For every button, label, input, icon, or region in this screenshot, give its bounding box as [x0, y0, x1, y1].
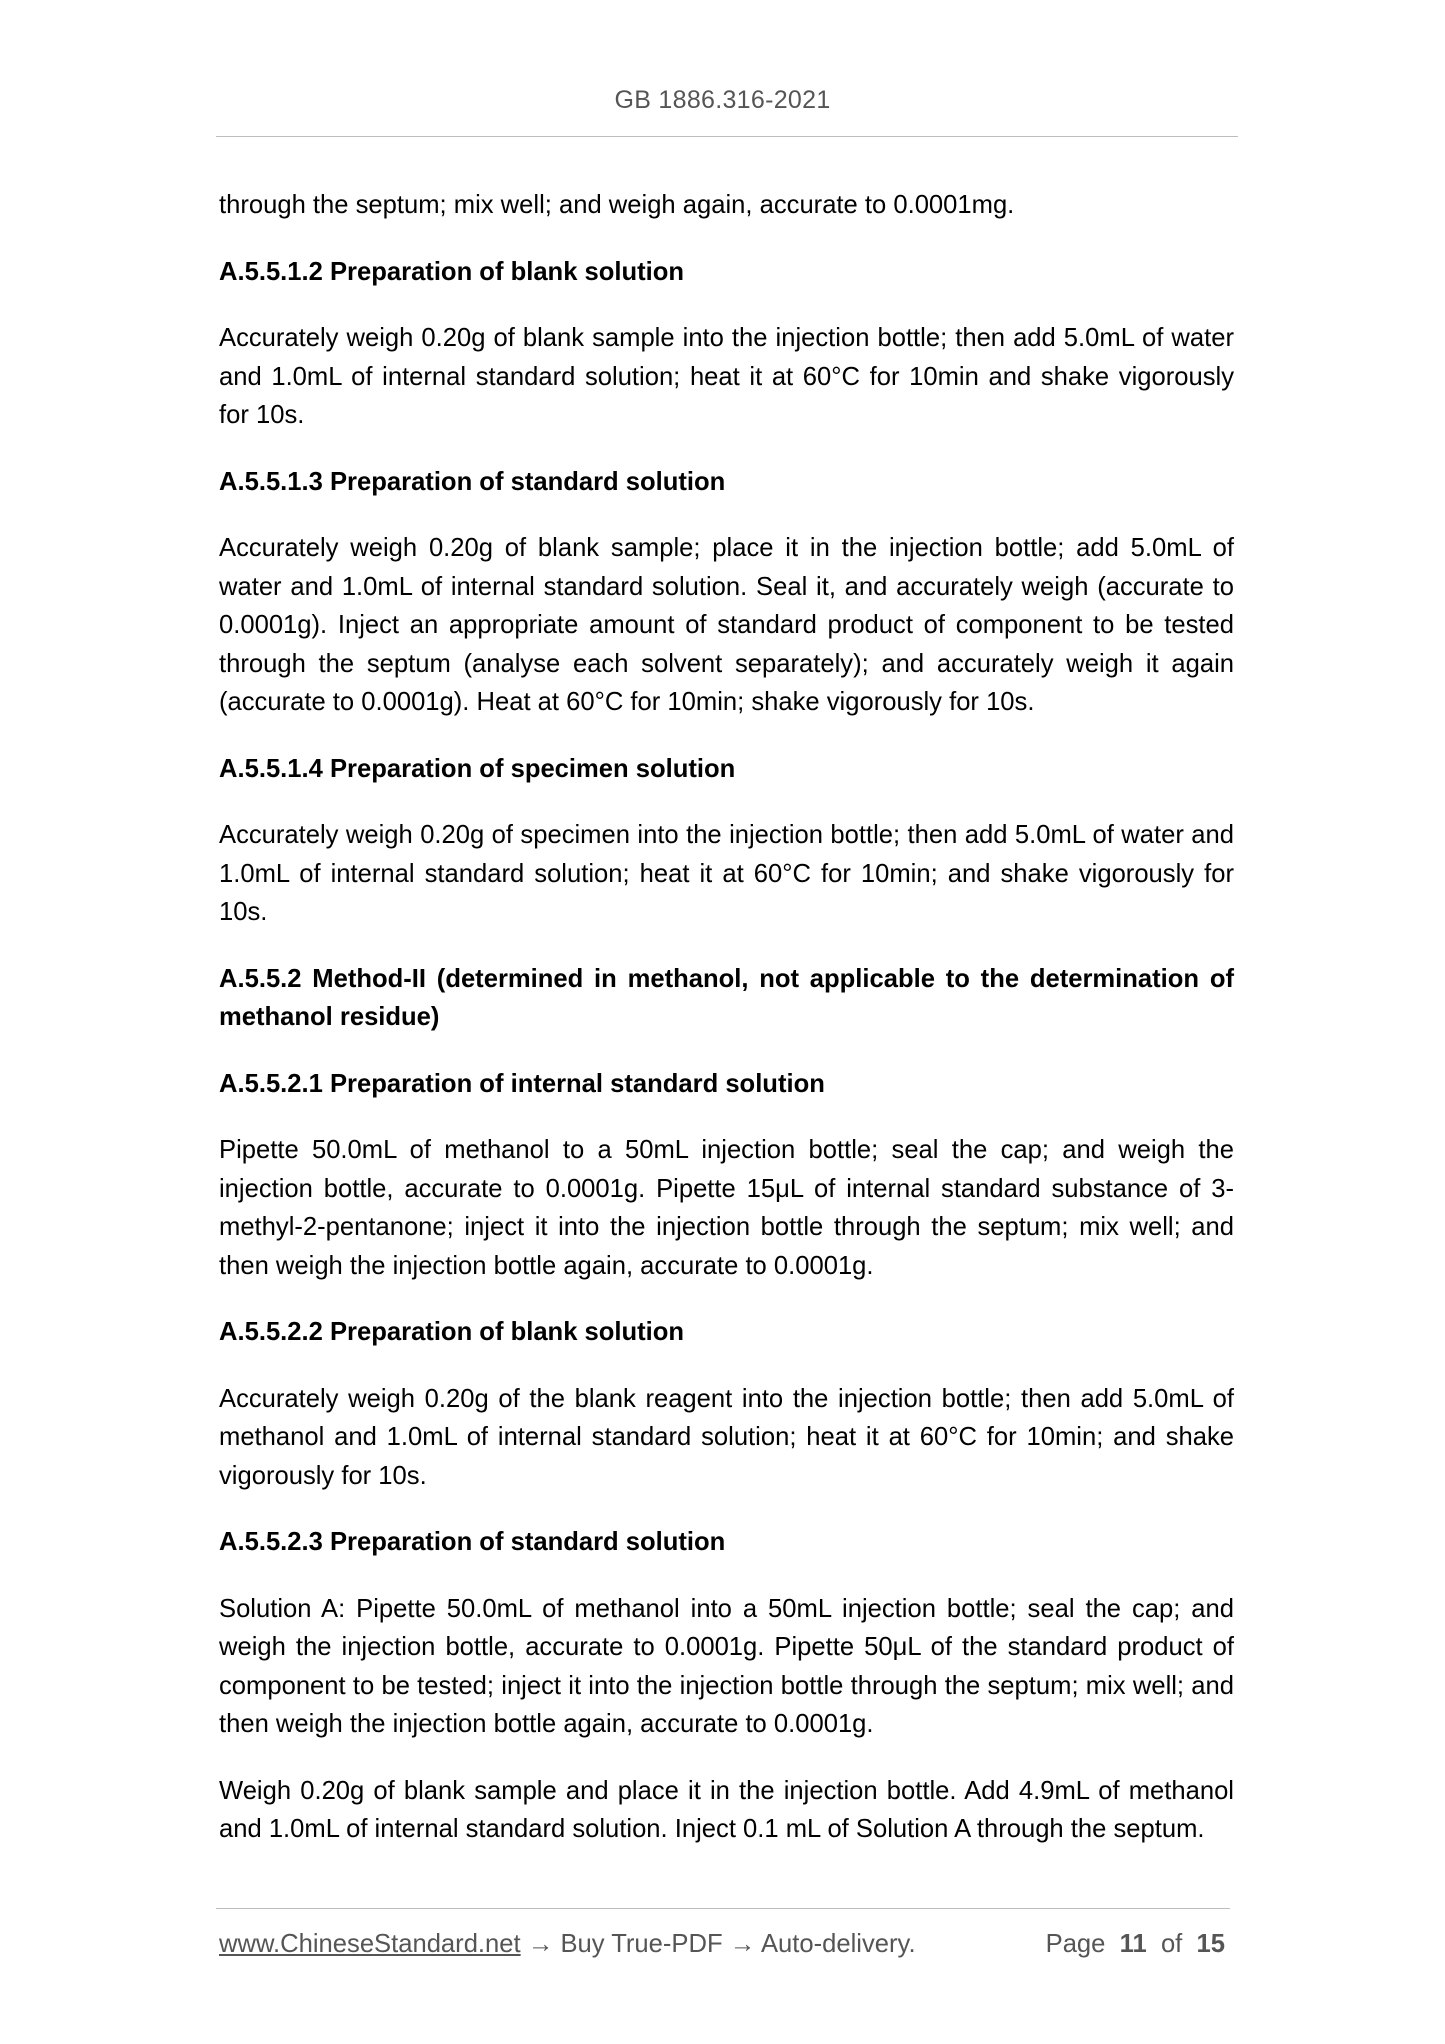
- paragraph-a55523-weigh: Weigh 0.20g of blank sample and place it in the injection bottle. Add 4.9mL of methanol and 1.0mL of internal standard solution. Inject 0.1 mL of Solution A through the septum.: [219, 1776, 1234, 1843]
- page-of-label: of: [1160, 1930, 1183, 1958]
- page-current: 11: [1119, 1930, 1147, 1958]
- page-number: [1046, 1930, 1225, 1959]
- heading-a55114: A.5.5.1.4 Preparation of specimen solution: [219, 754, 736, 783]
- document-body: [219, 186, 1234, 1849]
- page-label: Page: [1045, 1930, 1106, 1958]
- header-divider: [216, 136, 1238, 137]
- paragraph-a55523-solution-a: Solution A: Pipette 50.0mL of methanol into a 50mL injection bottle; seal the cap; and weigh the injection bottle, accurate to 0.0001g. Pipette 50μL of the standard product of component to be tested; inject it into the injection bottle through the septum; mix well; and then weigh the injection bottle again, accurate to 0.0001g.: [219, 1594, 1234, 1738]
- page-total: 15: [1196, 1930, 1225, 1958]
- heading-a5552: A.5.5.2 Method-II (determined in methanol, not applicable to the determination of methanol residue): [219, 964, 1234, 1031]
- page-footer: [219, 1930, 1231, 1970]
- heading-a55113: A.5.5.1.3 Preparation of standard solution: [219, 467, 726, 496]
- website-link[interactable]: www.ChineseStandard.net: [219, 1930, 521, 1958]
- heading-a55522: A.5.5.2.2 Preparation of blank solution: [219, 1318, 685, 1346]
- page-header: GB 1886.316-2021: [614, 86, 831, 114]
- paragraph-intro: through the septum; mix well; and weigh again, accurate to 0.0001mg.: [219, 191, 1015, 219]
- heading-a55112: A.5.5.1.2 Preparation of blank solution: [219, 257, 685, 286]
- paragraph-a55522: Accurately weigh 0.20g of the blank reagent into the injection bottle; then add 5.0mL of methanol and 1.0mL of internal standard solution; heat it at 60°C for 10min; and shake vigorously for 10s.: [219, 1384, 1234, 1490]
- paragraph-a55521: Pipette 50.0mL of methanol to a 50mL injection bottle; seal the cap; and weigh the injection bottle, accurate to 0.0001g. Pipette 15μL of internal standard substance of 3-methyl-2-pentanone; inject it into the injection bottle through the septum; mix well; and then weigh the injection bottle again, accurate to 0.0001g.: [219, 1136, 1234, 1280]
- heading-a55523: A.5.5.2.3 Preparation of standard solution: [219, 1528, 726, 1556]
- paragraph-a55114: Accurately weigh 0.20g of specimen into the injection bottle; then add 5.0mL of water and 1.0mL of internal standard solution; heat it at 60°C for 10min; and shake vigorously for 10s.: [219, 821, 1234, 926]
- paragraph-a55113: Accurately weigh 0.20g of blank sample; place it in the injection bottle; add 5.0mL of water and 1.0mL of internal standard solution. Seal it, and accurately weigh (accurate to 0.0001g). Inject an appropriate amount of standard product of component to be tested through the septum (analyse each solvent separately); and accurately weigh it again (accurate to 0.0001g). Heat at 60°C for 10min; shake vigorously for 10s.: [219, 534, 1234, 716]
- footer-promo: [219, 1930, 916, 1959]
- footer-divider: [216, 1908, 1230, 1909]
- paragraph-a55112: Accurately weigh 0.20g of blank sample into the injection bottle; then add 5.0mL of water and 1.0mL of internal standard solution; heat it at 60°C for 10min and shake vigorously for 10s.: [219, 324, 1234, 429]
- footer-tagline: → Buy True-PDF → Auto-delivery.: [520, 1930, 916, 1958]
- heading-a55521: A.5.5.2.1 Preparation of internal standard solution: [219, 1069, 825, 1098]
